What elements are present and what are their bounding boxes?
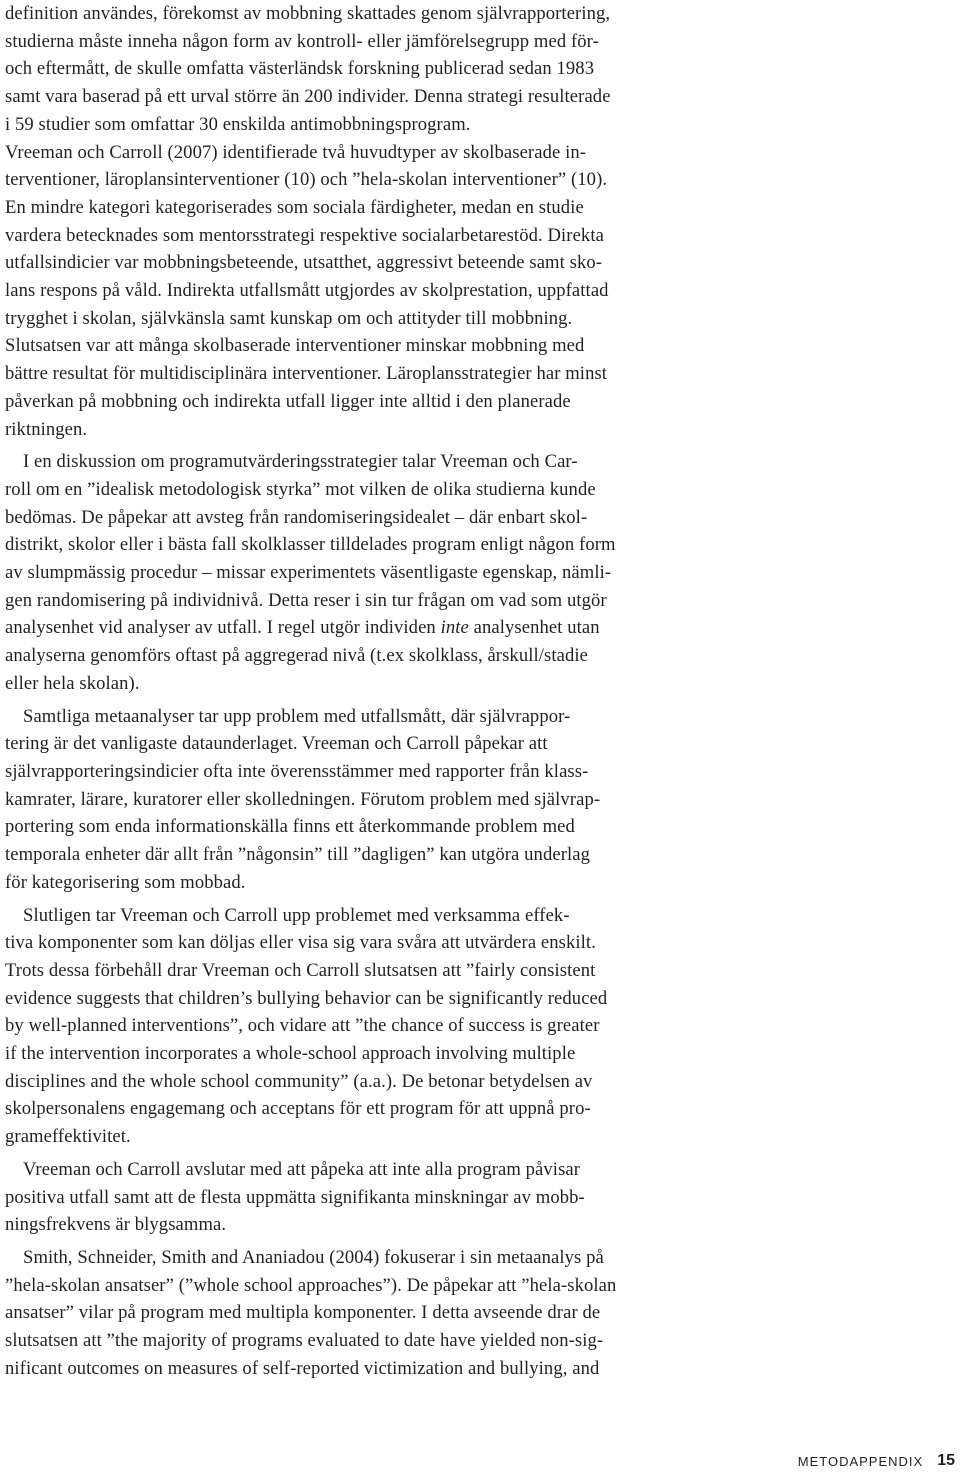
text-line: analyserna genomförs oftast på aggregerad nivå (t.ex skolklass, årskull/stadie — [5, 645, 588, 667]
text-line: slutsatsen att ”the majority of programs evaluated to date have yielded non-sig- — [5, 1330, 604, 1352]
text-line: if the intervention incorporates a whole-school approach involving multiple — [5, 1043, 576, 1065]
text-line: Vreeman och Carroll avslutar med att påpeka att inte alla program påvisar — [23, 1158, 581, 1180]
text-line: självrapporteringsindicier ofta inte överensstämmer med rapporter från klass- — [5, 760, 589, 782]
text-line: Smith, Schneider, Smith and Ananiadou (2004) fokuserar i sin metaanalys på — [23, 1246, 604, 1268]
paragraph-4 — [5, 902, 680, 1151]
text-line: I en diskussion om programutvärderingsstrategier talar Vreeman och Car- — [23, 451, 578, 473]
text-line: En mindre kategori kategoriserades som sociala färdigheter, medan en studie — [5, 196, 584, 218]
text-line: ansatser” vilar på program med multipla komponenter. I detta avseende drar de — [5, 1302, 601, 1324]
text-line-start: analysenhet vid analyser av utfall. I regel utgör individen — [5, 617, 441, 639]
text-line: Slutligen tar Vreeman och Carroll upp problemet med verksamma effek- — [23, 904, 570, 926]
text-line: samt vara baserad på ett urval större än 200 individer. Denna strategi resulterade — [5, 86, 611, 108]
text-line: av slumpmässig procedur – missar experimentets väsentligaste egenskap, nämli- — [5, 562, 612, 584]
text-line: kamrater, lärare, kuratorer eller skolledningen. Förutom problem med självrap- — [5, 788, 601, 810]
text-line: riktningen. — [5, 418, 88, 440]
text-line: trygghet i skolan, självkänsla samt kunskap om och attityder till mobbning. — [5, 307, 573, 329]
text-line: grameffektivitet. — [5, 1126, 131, 1148]
text-line: Vreeman och Carroll (2007) identifierade två huvudtyper av skolbaserade in- — [5, 141, 587, 163]
text-line: gen randomisering på individnivå. Detta reser i sin tur frågan om vad som utgör — [5, 589, 607, 611]
text-line: tiva komponenter som kan döljas eller visa sig vara svåra att utvärdera enskilt. — [5, 932, 596, 954]
paragraph-2 — [5, 448, 680, 697]
text-line: studierna måste inneha någon form av kontroll- eller jämförelsegrupp med för- — [5, 30, 599, 52]
paragraph-3 — [5, 703, 680, 897]
text-line: disciplines and the whole school community” (a.a.). De betonar betydelsen av — [5, 1070, 593, 1092]
text-line: distrikt, skolor eller i bästa fall skolklasser tilldelades program enligt någon form — [5, 534, 616, 556]
text-line: nificant outcomes on measures of self-reported victimization and bullying, and — [5, 1357, 600, 1379]
emphasis-text: inte — [440, 617, 469, 639]
text-line: bedömas. De påpekar att avsteg från randomiseringsidealet – där enbart skol- — [5, 506, 588, 528]
text-line: by well-planned interventions”, och vidare att ”the chance of success is greater — [5, 1015, 600, 1037]
text-line: för kategorisering som mobbad. — [5, 871, 246, 893]
text-line: skolpersonalens engagemang och acceptans för ett program för att uppnå pro- — [5, 1098, 591, 1120]
text-line: påverkan på mobbning och indirekta utfall ligger inte alltid i den planerade — [5, 390, 571, 412]
paragraph-6 — [5, 1244, 680, 1383]
paragraph-1 — [5, 0, 680, 443]
page-number: 15 — [937, 1452, 955, 1469]
text-line: portering som enda informationskälla finns ett återkommande problem med — [5, 816, 575, 838]
text-line: vardera betecknades som mentorsstrategi respektive socialarbetarestöd. Direkta — [5, 224, 604, 246]
text-line: lans respons på våld. Indirekta utfallsmått utgjordes av skolprestation, uppfattad — [5, 280, 609, 302]
document-body — [5, 0, 680, 1382]
text-line: bättre resultat för multidisciplinära interventioner. Läroplansstrategier har minst — [5, 363, 608, 385]
text-line: Trots dessa förbehåll drar Vreeman och Carroll slutsatsen att ”fairly consistent — [5, 959, 596, 981]
text-line: terventioner, läroplansinterventioner (10) och ”hela-skolan interventioner” (10). — [5, 169, 608, 191]
section-label: METODAPPENDIX — [797, 1453, 924, 1469]
text-line: positiva utfall samt att de flesta uppmätta signifikanta minskningar av mobb- — [5, 1186, 585, 1208]
page-footer — [760, 1450, 955, 1472]
text-line-end: analysenhet utan — [468, 617, 600, 639]
text-line: Samtliga metaanalyser tar upp problem med utfallsmått, där självrappor- — [23, 705, 571, 727]
text-line: evidence suggests that children’s bullying behavior can be significantly reduced — [5, 987, 608, 1009]
text-line: tering är det vanligaste dataunderlaget. Vreeman och Carroll påpekar att — [5, 733, 548, 755]
text-line: definition användes, förekomst av mobbning skattades genom självrapportering, — [5, 3, 611, 24]
text-line: ningsfrekvens är blygsamma. — [5, 1214, 227, 1236]
text-line: ”hela-skolan ansatser” (”whole school approaches”). De påpekar att ”hela-skolan — [5, 1274, 617, 1296]
text-line: eller hela skolan). — [5, 672, 140, 694]
text-line: roll om en ”idealisk metodologisk styrka” mot vilken de olika studierna kunde — [5, 478, 596, 500]
text-line: temporala enheter där allt från ”någonsin” till ”dagligen” kan utgöra underlag — [5, 844, 590, 866]
text-line: utfallsindicier var mobbningsbeteende, utsatthet, aggressivt beteende samt sko- — [5, 252, 603, 274]
text-line: Slutsatsen var att många skolbaserade interventioner minskar mobbning med — [5, 335, 585, 357]
text-line: och eftermått, de skulle omfatta västerländsk forskning publicerad sedan 1983 — [5, 58, 595, 80]
text-line — [5, 614, 680, 642]
paragraph-5 — [5, 1156, 680, 1239]
text-line: i 59 studier som omfattar 30 enskilda antimobbningsprogram. — [5, 113, 471, 135]
